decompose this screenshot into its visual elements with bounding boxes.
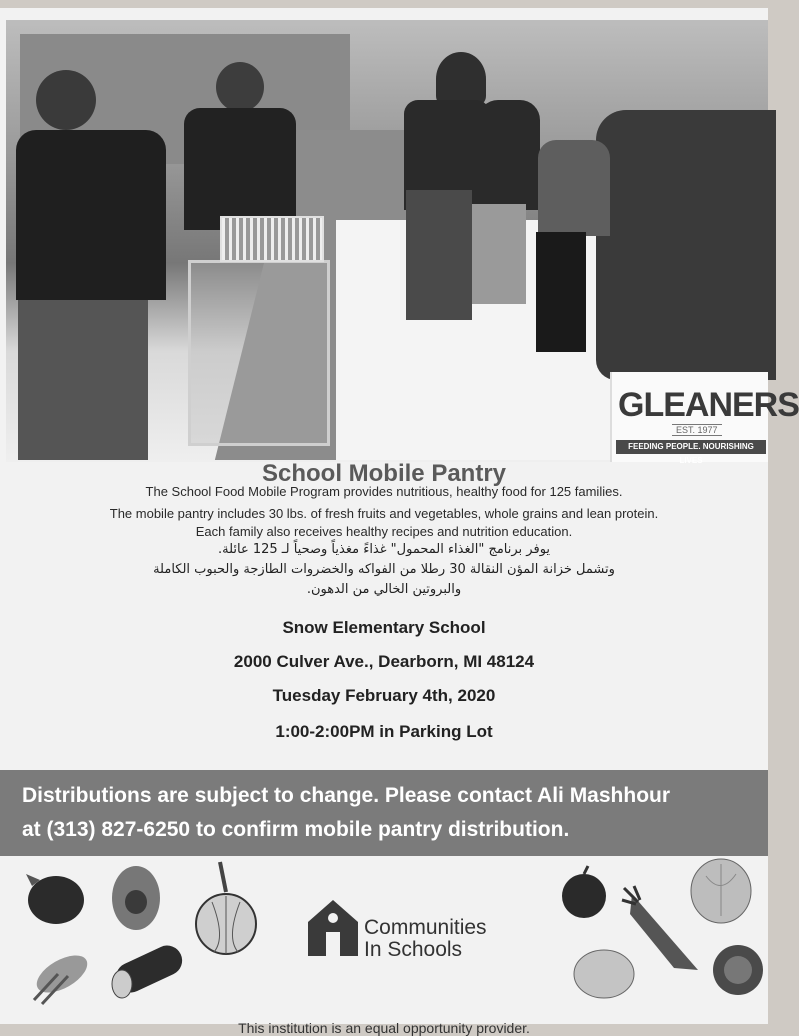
eggplant-icon [18,860,88,930]
equal-opportunity-footer: This institution is an equal opportunity provider. [238,1020,530,1036]
gleaners-logo-name: GLEANERS [618,386,799,424]
banner-line-1: Distributions are subject to change. Please contact Ali Mashhour [22,784,671,807]
arabic-line-1: يوفر برنامج "الغذاء المحمول" غذاءً مغذياً وصحياً لـ 125 عائلة. [217,542,551,557]
event-time: 1:00-2:00PM in Parking Lot [275,722,493,741]
event-date: Tuesday February 4th, 2020 [272,686,496,705]
flyer-sheet [0,8,799,1036]
apple-icon [556,864,612,920]
description-line-3: Each family also receives healthy recipes and nutrition education. [195,524,573,539]
contact-banner [0,770,768,856]
cabbage-icon [688,856,754,926]
communities-in-schools-logo [306,896,516,966]
description-line-2: The mobile pantry includes 30 lbs. of fresh fruits and vegetables, whole grains and lean protein. [109,506,659,521]
school-address: 2000 Culver Ave., Dearborn, MI 48124 [233,652,535,671]
gleaners-logo [610,372,799,465]
arabic-line-3: والبروتين الخالي من الدهون. [306,582,462,597]
cis-line-2: In Schools [364,938,463,961]
cis-line-1: Communities [364,916,487,939]
tomato-icon [710,938,766,998]
schoolhouse-icon [306,896,360,960]
potato-icon [572,946,636,1002]
banner-line-2: at (313) 827-6250 to confirm mobile pantry distribution. [22,818,570,841]
arabic-line-2: وتشمل خزانة المؤن النقالة 30 رطلا من الفواكه والخضروات الطازجة والحبوب الكاملة [153,562,615,577]
gleaners-logo-tagline: FEEDING PEOPLE. NOURISHING LIVES [616,440,766,454]
avocado-icon [108,860,164,934]
volunteers-photo [6,20,799,465]
corn-icon [28,944,94,1006]
cucumber-icon [106,934,188,1002]
flyer-title: School Mobile Pantry [261,460,507,487]
school-name: Snow Elementary School [282,618,486,637]
onion-icon [190,858,262,960]
description-line-1: The School Food Mobile Program provides nutritious, healthy food for 125 families. [145,484,623,499]
gleaners-logo-est: EST. 1977 [672,424,722,436]
